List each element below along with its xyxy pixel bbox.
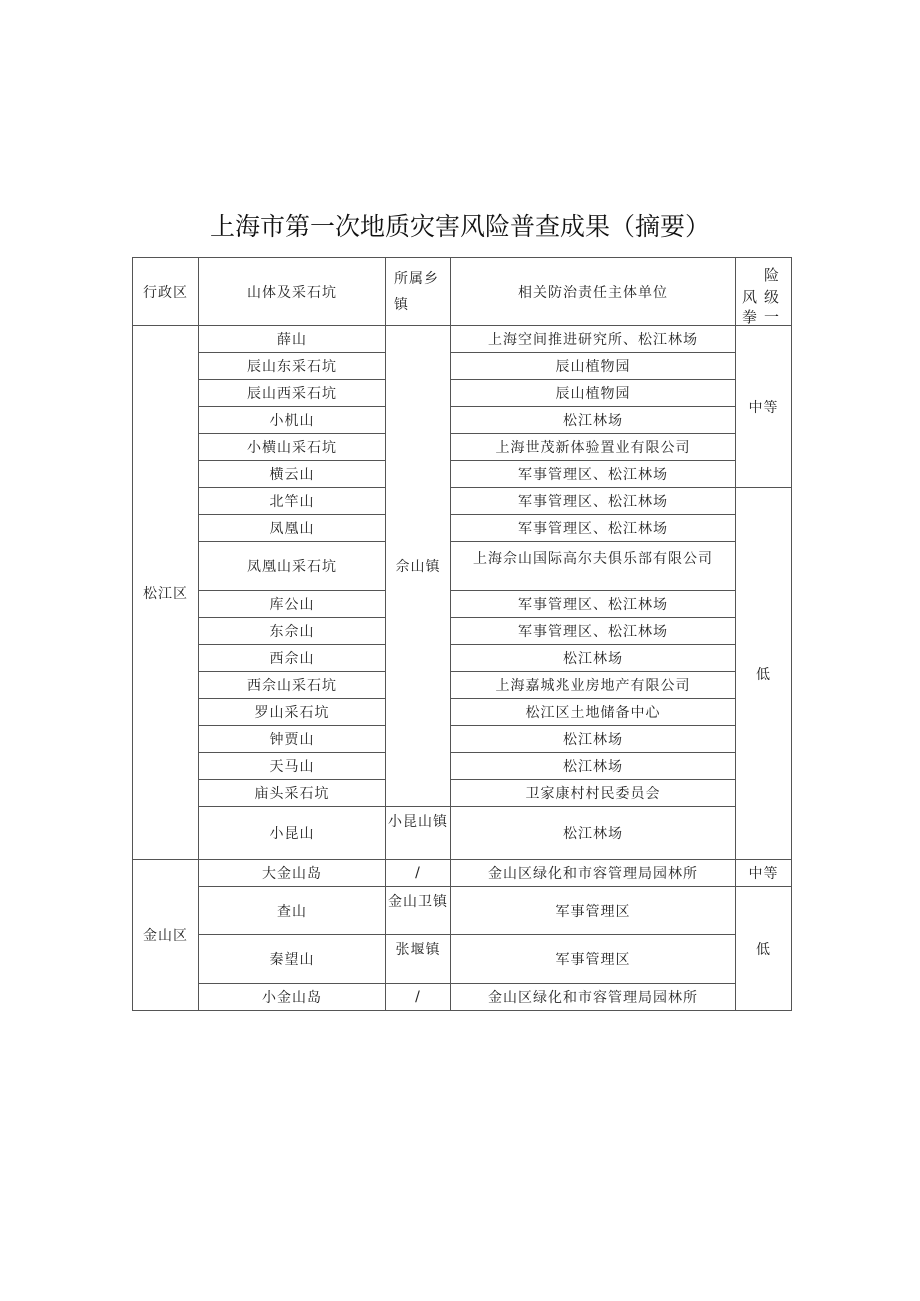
table-row [133, 407, 792, 434]
header-risk-char: 拳 [742, 307, 759, 326]
risk-cell: 低 [736, 887, 792, 1011]
header-risk-char: 级 [764, 287, 781, 306]
table-row [133, 326, 792, 353]
table-row [133, 753, 792, 780]
header-district: 行政区 [133, 258, 199, 326]
table-row [133, 860, 792, 887]
table-row [133, 488, 792, 515]
unit-cell: 松江区土地储备中心 [451, 699, 736, 726]
unit-cell: 上海佘山国际高尔夫俱乐部有限公司 [451, 542, 736, 591]
unit-cell: 上海空间推进研究所、松江林场 [451, 326, 736, 353]
table-row [133, 780, 792, 807]
header-row [133, 258, 792, 326]
mountain-cell: 辰山西采石坑 [199, 380, 386, 407]
mountain-cell: 西佘山采石坑 [199, 672, 386, 699]
risk-cell: 低 [736, 488, 792, 860]
header-risk-char: 风 [742, 287, 759, 306]
town-cell: 小昆山镇 [386, 807, 451, 860]
table-row [133, 699, 792, 726]
unit-cell: 松江林场 [451, 753, 736, 780]
header-risk-char: 险 [764, 265, 781, 284]
unit-cell: 卫家康村村民委员会 [451, 780, 736, 807]
unit-cell: 松江林场 [451, 726, 736, 753]
mountain-cell: 钟贾山 [199, 726, 386, 753]
results-table [132, 257, 792, 1011]
district-cell: 金山区 [133, 860, 199, 1011]
document-title: 上海市第一次地质灾害风险普查成果（摘要） [209, 212, 710, 241]
unit-cell: 金山区绿化和市容管理局园林所 [451, 984, 736, 1011]
header-risk-char: 一 [764, 307, 781, 326]
mountain-cell: 凤凰山 [199, 515, 386, 542]
mountain-cell: 北竿山 [199, 488, 386, 515]
header-town-label: 所属乡镇 [394, 270, 439, 313]
mountain-cell: 西佘山 [199, 645, 386, 672]
header-town [386, 258, 451, 326]
table-row [133, 461, 792, 488]
district-cell: 松江区 [133, 326, 199, 860]
unit-cell: 军事管理区、松江林场 [451, 591, 736, 618]
risk-cell: 中等 [736, 326, 792, 488]
table-row [133, 353, 792, 380]
table-row [133, 807, 792, 860]
header-unit: 相关防治责任主体单位 [451, 258, 736, 326]
mountain-cell: 大金山岛 [199, 860, 386, 887]
mountain-cell: 凤凰山采石坑 [199, 542, 386, 591]
table-row [133, 645, 792, 672]
table-row [133, 591, 792, 618]
unit-cell: 军事管理区、松江林场 [451, 488, 736, 515]
mountain-cell: 罗山采石坑 [199, 699, 386, 726]
table-row [133, 542, 792, 591]
unit-cell: 松江林场 [451, 807, 736, 860]
unit-cell: 松江林场 [451, 407, 736, 434]
risk-cell: 中等 [736, 860, 792, 887]
town-cell: 张堰镇 [386, 935, 451, 984]
table-row [133, 726, 792, 753]
mountain-cell: 小机山 [199, 407, 386, 434]
unit-cell: 军事管理区 [451, 935, 736, 984]
town-cell: 佘山镇 [386, 326, 451, 807]
table-row [133, 380, 792, 407]
mountain-cell: 横云山 [199, 461, 386, 488]
table-row [133, 618, 792, 645]
unit-cell: 辰山植物园 [451, 353, 736, 380]
unit-cell: 军事管理区 [451, 887, 736, 935]
mountain-cell: 查山 [199, 887, 386, 935]
mountain-cell: 小横山采石坑 [199, 434, 386, 461]
unit-cell: 上海世茂新体验置业有限公司 [451, 434, 736, 461]
mountain-cell: 东佘山 [199, 618, 386, 645]
mountain-cell: 辰山东采石坑 [199, 353, 386, 380]
header-risk [736, 258, 792, 326]
unit-cell: 军事管理区、松江林场 [451, 515, 736, 542]
table-row [133, 887, 792, 935]
unit-cell: 军事管理区、松江林场 [451, 618, 736, 645]
mountain-cell: 秦望山 [199, 935, 386, 984]
mountain-cell: 庙头采石坑 [199, 780, 386, 807]
town-cell: 金山卫镇 [386, 887, 451, 935]
unit-cell: 军事管理区、松江林场 [451, 461, 736, 488]
header-mountain: 山体及采石坑 [199, 258, 386, 326]
table-row [133, 935, 792, 984]
table-row [133, 672, 792, 699]
unit-cell: 上海嘉城兆业房地产有限公司 [451, 672, 736, 699]
table-row [133, 984, 792, 1011]
table-row [133, 434, 792, 461]
mountain-cell: 小金山岛 [199, 984, 386, 1011]
unit-cell: 松江林场 [451, 645, 736, 672]
town-cell: / [386, 984, 451, 1011]
mountain-cell: 天马山 [199, 753, 386, 780]
town-cell: / [386, 860, 451, 887]
table-row [133, 515, 792, 542]
mountain-cell: 薛山 [199, 326, 386, 353]
unit-cell: 金山区绿化和市容管理局园林所 [451, 860, 736, 887]
unit-cell: 辰山植物园 [451, 380, 736, 407]
mountain-cell: 库公山 [199, 591, 386, 618]
mountain-cell: 小昆山 [199, 807, 386, 860]
